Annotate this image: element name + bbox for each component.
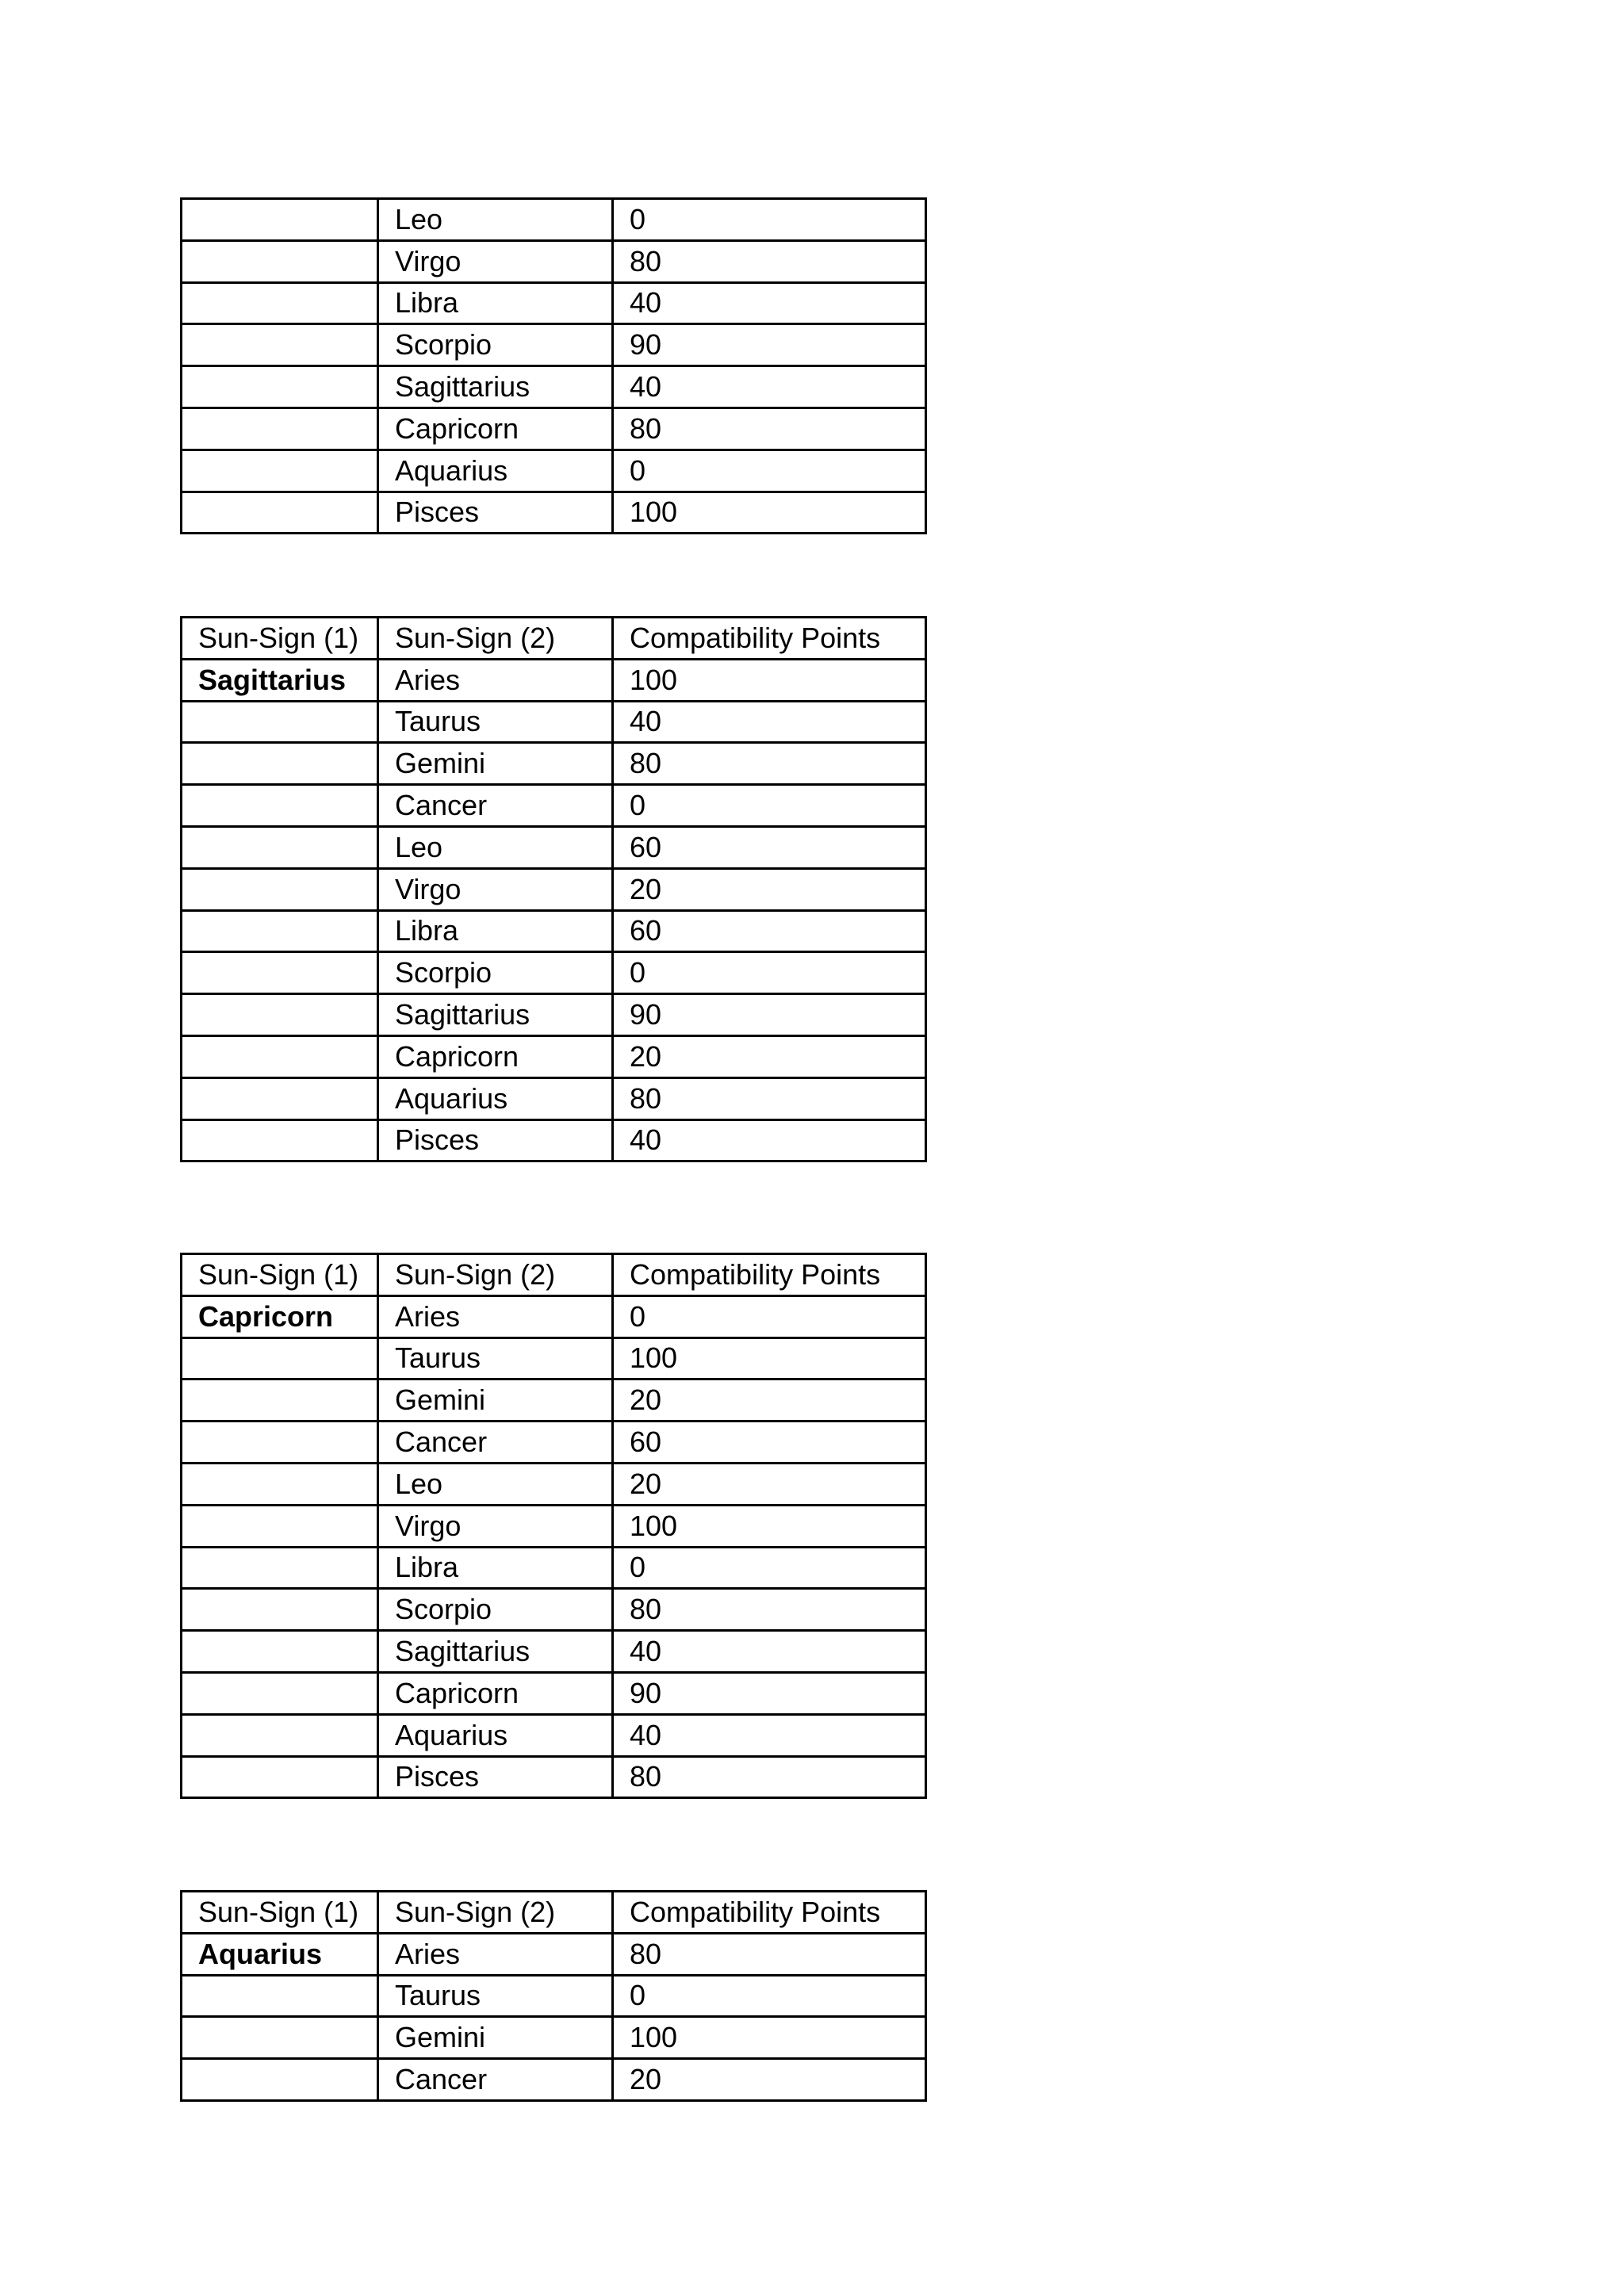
table-row: [182, 1756, 926, 1798]
header-compatibility-points: Compatibility Points: [613, 1892, 926, 1934]
sun-sign-2-cell: Libra: [378, 1547, 613, 1589]
table-row: [182, 659, 926, 701]
primary-sun-sign: Capricorn: [182, 1295, 378, 1337]
sun-sign-2-cell: Aquarius: [378, 1077, 613, 1119]
header-sun-sign-1: Sun-Sign (1): [182, 1892, 378, 1934]
table-body: [182, 1254, 926, 1798]
compatibility-table-aquarius: [180, 1890, 927, 2102]
empty-cell: [182, 1035, 378, 1077]
empty-cell: [182, 701, 378, 743]
compatibility-points-cell: 90: [613, 324, 926, 366]
empty-cell: [182, 1505, 378, 1547]
compatibility-points-cell: 100: [613, 2017, 926, 2059]
empty-cell: [182, 324, 378, 366]
sun-sign-2-cell: Aries: [378, 1295, 613, 1337]
compatibility-points-cell: 0: [613, 450, 926, 492]
compatibility-points-cell: 40: [613, 366, 926, 408]
sun-sign-2-cell: Leo: [378, 1463, 613, 1505]
sun-sign-2-cell: Cancer: [378, 785, 613, 827]
primary-sun-sign: Sagittarius: [182, 659, 378, 701]
compatibility-table-sagittarius: [180, 616, 927, 1162]
empty-cell: [182, 199, 378, 241]
table-row: [182, 1933, 926, 1975]
table-row: [182, 1295, 926, 1337]
empty-cell: [182, 1714, 378, 1756]
compatibility-points-cell: 40: [613, 1631, 926, 1673]
compatibility-points-cell: 80: [613, 743, 926, 785]
sun-sign-2-cell: Scorpio: [378, 1589, 613, 1631]
sun-sign-2-cell: Taurus: [378, 701, 613, 743]
header-row: [182, 1254, 926, 1296]
compatibility-points-cell: 20: [613, 1380, 926, 1422]
empty-cell: [182, 408, 378, 450]
sun-sign-2-cell: Cancer: [378, 2059, 613, 2101]
empty-cell: [182, 1077, 378, 1119]
compatibility-points-cell: 0: [613, 1547, 926, 1589]
header-sun-sign-2: Sun-Sign (2): [378, 618, 613, 660]
empty-cell: [182, 282, 378, 324]
sun-sign-2-cell: Sagittarius: [378, 994, 613, 1036]
table-row: [182, 1119, 926, 1161]
empty-cell: [182, 240, 378, 282]
table-row: [182, 408, 926, 450]
sun-sign-2-cell: Libra: [378, 910, 613, 952]
table-row: [182, 199, 926, 241]
empty-cell: [182, 1463, 378, 1505]
sun-sign-2-cell: Virgo: [378, 1505, 613, 1547]
compatibility-points-cell: 60: [613, 1422, 926, 1464]
empty-cell: [182, 910, 378, 952]
compatibility-points-cell: 20: [613, 1463, 926, 1505]
compatibility-points-cell: 100: [613, 659, 926, 701]
sun-sign-2-cell: Scorpio: [378, 324, 613, 366]
table-row: [182, 910, 926, 952]
compatibility-points-cell: 40: [613, 1119, 926, 1161]
table-row: [182, 1380, 926, 1422]
table-row: [182, 1547, 926, 1589]
sun-sign-2-cell: Gemini: [378, 743, 613, 785]
compatibility-points-cell: 0: [613, 1295, 926, 1337]
empty-cell: [182, 1756, 378, 1798]
sun-sign-2-cell: Libra: [378, 282, 613, 324]
header-compatibility-points: Compatibility Points: [613, 618, 926, 660]
empty-cell: [182, 785, 378, 827]
compatibility-points-cell: 0: [613, 199, 926, 241]
empty-cell: [182, 492, 378, 534]
sun-sign-2-cell: Gemini: [378, 2017, 613, 2059]
sun-sign-2-cell: Cancer: [378, 1422, 613, 1464]
table-row: [182, 1077, 926, 1119]
table-row: [182, 785, 926, 827]
compatibility-points-cell: 90: [613, 994, 926, 1036]
sun-sign-2-cell: Sagittarius: [378, 1631, 613, 1673]
sun-sign-2-cell: Taurus: [378, 1337, 613, 1380]
compatibility-points-cell: 90: [613, 1672, 926, 1714]
table-row: [182, 701, 926, 743]
sun-sign-2-cell: Leo: [378, 199, 613, 241]
compatibility-points-cell: 0: [613, 952, 926, 994]
header-row: [182, 618, 926, 660]
table-body: [182, 618, 926, 1161]
table-row: [182, 450, 926, 492]
compatibility-points-cell: 0: [613, 1975, 926, 2017]
primary-sun-sign: Aquarius: [182, 1933, 378, 1975]
empty-cell: [182, 2017, 378, 2059]
compatibility-points-cell: 100: [613, 1337, 926, 1380]
sun-sign-2-cell: Sagittarius: [378, 366, 613, 408]
header-compatibility-points: Compatibility Points: [613, 1254, 926, 1296]
table-row: [182, 1589, 926, 1631]
table-row: [182, 2017, 926, 2059]
compatibility-points-cell: 80: [613, 240, 926, 282]
compatibility-points-cell: 0: [613, 785, 926, 827]
table-row: [182, 1672, 926, 1714]
empty-cell: [182, 2059, 378, 2101]
table-body: [182, 1892, 926, 2101]
header-sun-sign-1: Sun-Sign (1): [182, 1254, 378, 1296]
sun-sign-2-cell: Aries: [378, 1933, 613, 1975]
sun-sign-2-cell: Leo: [378, 826, 613, 868]
compatibility-points-cell: 20: [613, 1035, 926, 1077]
table-row: [182, 492, 926, 534]
header-sun-sign-1: Sun-Sign (1): [182, 618, 378, 660]
empty-cell: [182, 1422, 378, 1464]
sun-sign-2-cell: Taurus: [378, 1975, 613, 2017]
compatibility-points-cell: 60: [613, 910, 926, 952]
compatibility-points-cell: 80: [613, 1077, 926, 1119]
compatibility-points-cell: 100: [613, 492, 926, 534]
compatibility-points-cell: 80: [613, 1933, 926, 1975]
header-sun-sign-2: Sun-Sign (2): [378, 1254, 613, 1296]
table-row: [182, 994, 926, 1036]
table-row: [182, 282, 926, 324]
empty-cell: [182, 1672, 378, 1714]
empty-cell: [182, 743, 378, 785]
empty-cell: [182, 1119, 378, 1161]
empty-cell: [182, 450, 378, 492]
sun-sign-2-cell: Virgo: [378, 868, 613, 910]
sun-sign-2-cell: Aries: [378, 659, 613, 701]
sun-sign-2-cell: Pisces: [378, 1756, 613, 1798]
table-body: [182, 199, 926, 534]
table-row: [182, 366, 926, 408]
table-row: [182, 952, 926, 994]
compatibility-points-cell: 20: [613, 868, 926, 910]
empty-cell: [182, 1631, 378, 1673]
sun-sign-2-cell: Capricorn: [378, 1672, 613, 1714]
empty-cell: [182, 1975, 378, 2017]
compatibility-table-continued: [180, 197, 927, 534]
compatibility-points-cell: 20: [613, 2059, 926, 2101]
table-row: [182, 743, 926, 785]
empty-cell: [182, 1337, 378, 1380]
empty-cell: [182, 826, 378, 868]
sun-sign-2-cell: Capricorn: [378, 1035, 613, 1077]
sun-sign-2-cell: Aquarius: [378, 1714, 613, 1756]
empty-cell: [182, 1547, 378, 1589]
empty-cell: [182, 994, 378, 1036]
header-sun-sign-2: Sun-Sign (2): [378, 1892, 613, 1934]
table-row: [182, 1714, 926, 1756]
table-row: [182, 1631, 926, 1673]
table-row: [182, 1975, 926, 2017]
empty-cell: [182, 1589, 378, 1631]
sun-sign-2-cell: Capricorn: [378, 408, 613, 450]
table-row: [182, 1337, 926, 1380]
compatibility-table-capricorn: [180, 1253, 927, 1799]
sun-sign-2-cell: Scorpio: [378, 952, 613, 994]
compatibility-points-cell: 60: [613, 826, 926, 868]
compatibility-points-cell: 80: [613, 1589, 926, 1631]
sun-sign-2-cell: Aquarius: [378, 450, 613, 492]
table-row: [182, 1035, 926, 1077]
table-row: [182, 1505, 926, 1547]
empty-cell: [182, 366, 378, 408]
sun-sign-2-cell: Virgo: [378, 240, 613, 282]
compatibility-points-cell: 80: [613, 408, 926, 450]
compatibility-points-cell: 80: [613, 1756, 926, 1798]
header-row: [182, 1892, 926, 1934]
compatibility-points-cell: 100: [613, 1505, 926, 1547]
compatibility-points-cell: 40: [613, 282, 926, 324]
compatibility-points-cell: 40: [613, 1714, 926, 1756]
table-row: [182, 1422, 926, 1464]
sun-sign-2-cell: Gemini: [378, 1380, 613, 1422]
table-row: [182, 2059, 926, 2101]
table-row: [182, 868, 926, 910]
table-row: [182, 826, 926, 868]
empty-cell: [182, 868, 378, 910]
empty-cell: [182, 1380, 378, 1422]
sun-sign-2-cell: Pisces: [378, 492, 613, 534]
table-row: [182, 240, 926, 282]
compatibility-points-cell: 40: [613, 701, 926, 743]
sun-sign-2-cell: Pisces: [378, 1119, 613, 1161]
table-row: [182, 324, 926, 366]
empty-cell: [182, 952, 378, 994]
table-row: [182, 1463, 926, 1505]
